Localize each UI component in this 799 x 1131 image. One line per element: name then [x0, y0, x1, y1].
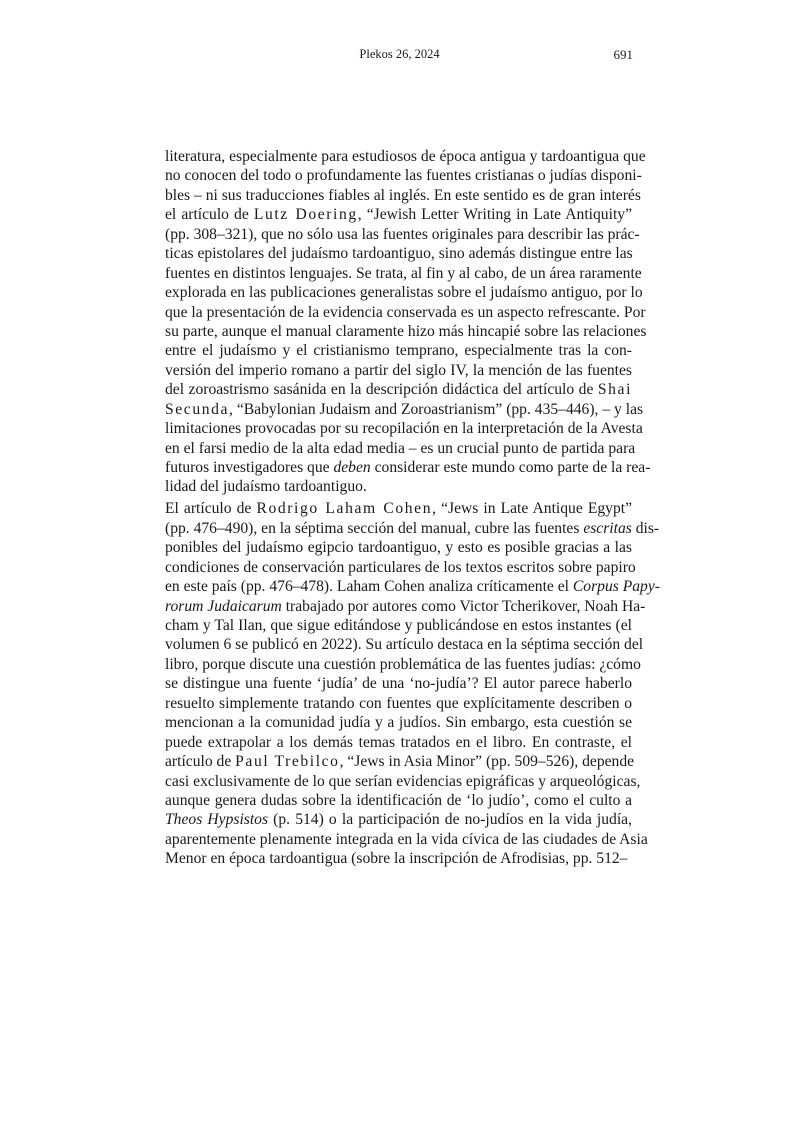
text-line — [165, 225, 640, 244]
text-segment: (p. 514) o la participación de no-judíos en la vida judía, — [268, 811, 632, 829]
text-line — [165, 380, 632, 399]
text-segment: dis- — [631, 519, 660, 537]
italic-text: Corpus Papy- — [572, 578, 660, 596]
text-segment: , “Babylonian Judaism and Zoroastrianism” (pp. 435–446), – y las — [229, 400, 644, 418]
author-name: Rodrigo Laham Cohen — [256, 500, 433, 518]
text-segment: El artículo de — [165, 500, 257, 518]
text-line — [165, 341, 632, 360]
text-segment: ticas epistolares del judaísmo tardoantiguo, sino además distingue entre las — [165, 245, 633, 263]
text-segment: , “Jews in Asia Minor” (pp. 509–526), depende — [339, 753, 635, 771]
text-line — [165, 166, 642, 185]
text-segment: casi exclusivamente de lo que serían evidencias epigráficas y arqueológicas, — [165, 772, 641, 790]
author-name: Shai — [597, 381, 632, 399]
text-segment: Menor en época tardoantigua (sobre la inscripción de Afrodisias, pp. 512– — [165, 850, 628, 868]
italic-text: deben — [333, 459, 371, 476]
page-number: 691 — [613, 47, 633, 62]
text-line — [165, 361, 632, 380]
text-line — [165, 849, 632, 868]
text-segment: mencionan a la comunidad judía y a judíos. Sin embargo, esta cuestión se — [165, 714, 632, 732]
text-segment: en este país (pp. 476–478). Laham Cohen analiza críticamente el — [165, 578, 573, 596]
italic-text: rorum Judaicarum — [165, 597, 282, 615]
text-segment: aunque genera dudas sobre la identificación de ‘lo judío’, como el culto a — [165, 791, 632, 809]
text-line — [165, 597, 646, 616]
text-segment: limitaciones provocadas por su recopilación en la interpretación de la Avesta — [165, 420, 643, 438]
text-line — [165, 733, 632, 752]
text-line — [165, 244, 632, 263]
text-line — [165, 205, 632, 224]
text-segment: , “Jewish Letter Writing in Late Antiquity” — [357, 206, 632, 224]
text-line — [165, 752, 635, 771]
author-name: Paul Trebilco — [235, 753, 340, 771]
text-segment: (pp. 308–321), que no sólo usa las fuentes originales para describir las prác- — [165, 225, 640, 243]
text-line — [165, 419, 643, 438]
text-line — [165, 694, 632, 713]
text-segment: versión del imperio romano a partir del siglo IV, la mención de las fuentes — [165, 361, 632, 379]
author-name: Secunda — [165, 400, 230, 418]
text-line — [165, 303, 646, 322]
text-segment: resuelto simplemente tratando con fuentes que explícitamente describen o — [165, 694, 632, 712]
text-segment: libro, porque discute una cuestión problemática de las fuentes judías: ¿cómo — [165, 655, 641, 673]
text-line — [165, 538, 632, 557]
text-line — [165, 713, 632, 732]
text-line — [165, 458, 651, 477]
text-segment: fuentes en distintos lenguajes. Se trata, al fin y al cabo, de un área raramente — [165, 264, 642, 282]
author-name: Lutz Doering — [253, 206, 358, 224]
text-segment: (pp. 476–490), en la séptima sección del manual, cubre las fuentes — [165, 519, 584, 537]
text-segment: explorada en las publicaciones generalistas sobre el judaísmo antiguo, por lo — [165, 284, 643, 302]
text-segment: futuros investigadores que — [165, 459, 334, 476]
text-line — [165, 810, 632, 829]
text-line — [165, 264, 642, 283]
text-segment: se distingue una fuente ‘judía’ de una ‘no-judía’? El autor parece haberlo — [165, 675, 632, 693]
paragraph — [165, 147, 651, 497]
text-segment: trabajado por autores como Victor Tcherikover, Noah Ha- — [281, 597, 646, 615]
text-segment: ponibles del judaísmo egipcio tardoantiguo, y esto es posible gracias a las — [165, 539, 632, 557]
text-line — [165, 147, 646, 166]
text-line — [165, 674, 632, 693]
text-line — [165, 616, 632, 635]
text-segment: cham y Tal Ilan, que sigue editándose y publicándose en estos instantes (el — [165, 617, 632, 634]
text-segment: aparentemente plenamente integrada en la vida cívica de las ciudades de Asia — [165, 830, 648, 848]
running-title: Plekos 26, 2024 — [359, 47, 440, 61]
text-segment: artículo de — [165, 753, 236, 771]
text-line — [165, 558, 636, 577]
text-line — [165, 772, 641, 791]
text-line — [165, 439, 636, 458]
text-segment: bles – ni sus traducciones fiables al inglés. En este sentido es de gran interés — [165, 186, 641, 204]
italic-text: Theos Hypsistos — [165, 811, 269, 829]
text-segment: del zoroastrismo sasánida en la descripción didáctica del artículo de — [165, 381, 598, 399]
text-segment: volumen 6 se publicó en 2022). Su artículo destaca en la séptima sección del — [165, 636, 644, 654]
italic-text: escritas — [583, 519, 632, 537]
text-line — [165, 283, 643, 302]
text-segment: considerar este mundo como parte de la rea- — [370, 459, 651, 476]
text-line — [165, 400, 644, 419]
text-line — [165, 655, 641, 674]
text-segment: su parte, aunque el manual claramente hizo más hincapié sobre las relaciones — [165, 322, 647, 340]
text-line — [165, 635, 644, 654]
text-line — [165, 477, 632, 496]
text-segment: , “Jews in Late Antique Egypt” — [432, 500, 632, 518]
text-segment: que la presentación de la evidencia conservada es un aspecto refrescante. Por — [165, 303, 646, 321]
body-text — [165, 147, 660, 871]
text-segment: puede extrapolar a los demás temas tratados en el libro. En contraste, el — [165, 733, 632, 751]
text-line — [165, 499, 632, 518]
text-segment: condiciones de conservación particulares de los textos escritos sobre papiro — [165, 558, 636, 576]
text-line — [165, 186, 641, 205]
text-segment: entre el judaísmo y el cristianismo temprano, especialmente tras la con- — [165, 342, 632, 360]
text-segment: no conocen del todo o profundamente las fuentes cristianas o judías disponi- — [165, 167, 642, 185]
text-segment: en el farsi medio de la alta edad media – es un crucial punto de partida para — [165, 439, 636, 457]
text-line — [165, 322, 647, 341]
paragraph — [165, 499, 660, 868]
text-line — [165, 791, 632, 810]
text-line — [165, 830, 648, 849]
text-line — [165, 519, 660, 538]
text-segment: literatura, especialmente para estudiosos de época antigua y tardoantigua que — [165, 148, 646, 165]
text-segment: el artículo de — [165, 206, 254, 224]
text-line — [165, 577, 660, 596]
text-segment: lidad del judaísmo tardoantiguo. — [165, 478, 367, 496]
